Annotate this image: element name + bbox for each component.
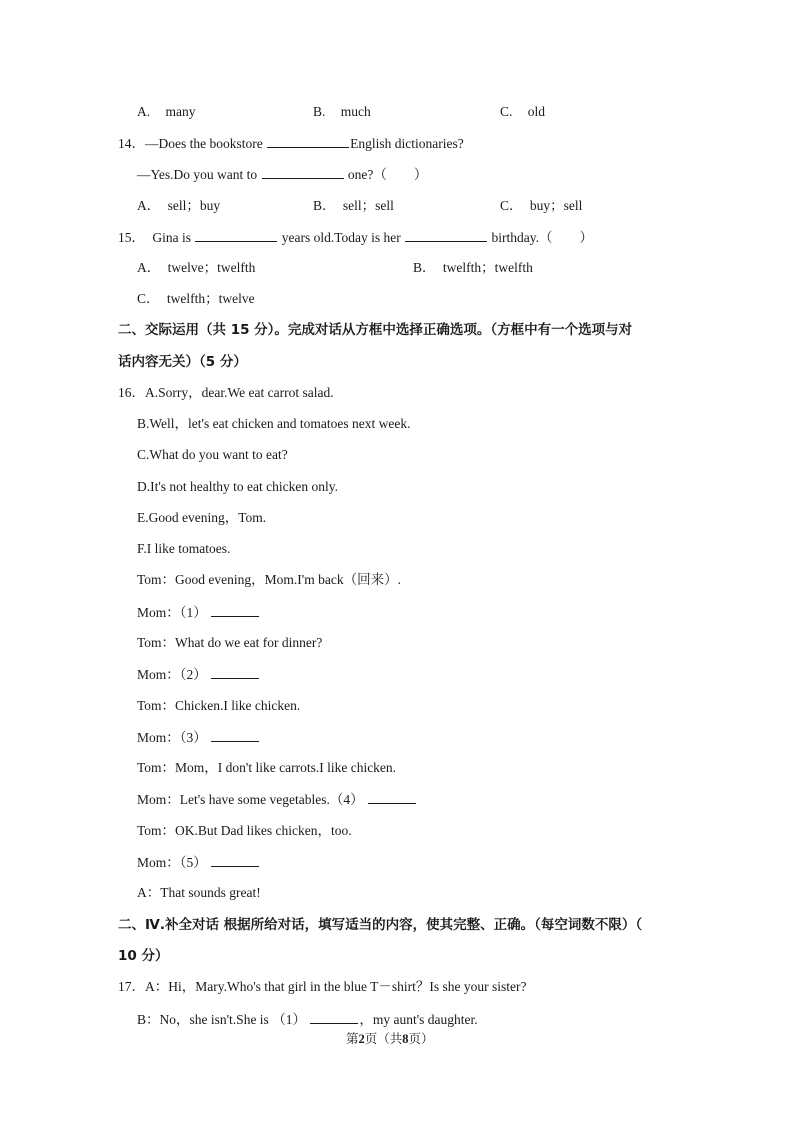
option-text: buy；sell [529,198,583,213]
option-text: sell；buy [167,198,221,213]
answer-blank[interactable] [405,228,487,242]
dialogue-text: Tom：Chicken.I like chicken. [137,698,301,713]
option-text: old [527,104,546,119]
section-heading-cont: 10 分） [118,948,169,964]
option-letter: B. [313,104,326,119]
q14-option-b [313,197,394,215]
section-heading-cont: 话内容无关）（5 分） [118,354,247,370]
q17-line2 [137,1010,478,1029]
answer-blank[interactable] [310,1010,358,1024]
q15-option-b [413,259,533,277]
answer-blank[interactable] [195,228,277,242]
option-text: twelfth；twelfth [442,260,533,275]
dialogue-line [137,822,352,840]
q13-option-b [313,103,371,121]
option-text: sell；sell [342,198,394,213]
answer-blank[interactable] [211,853,259,867]
choice-text: A.Sorry，dear.We eat carrot salad. [145,385,334,400]
dialogue-line [137,759,396,777]
q16-choice-d: D.It's not healthy to eat chicken only. [137,479,339,494]
dialogue-text: Mom：（2） [137,667,207,682]
option-text: many [165,104,196,119]
option-text: twelve；twelfth [167,260,256,275]
answer-blank[interactable] [211,665,259,679]
dialogue-text: A：Hi，Mary.Who's that girl in the blue T－shirt？Is she your sister? [145,979,527,994]
question-number: 15． [118,230,145,245]
dialogue-line [137,665,260,684]
option-letter: A． [137,198,161,213]
total-pages: 8 [402,1032,409,1046]
option-text: twelfth；twelve [166,291,255,306]
page-footer [346,1029,434,1047]
answer-blank[interactable] [267,134,349,148]
q16-choice-e: E.Good evening，Tom. [137,510,267,525]
dialogue-text: B：No，she isn't.She is （1） [137,1012,306,1027]
q14-line2 [137,165,427,184]
question-number: 16． [118,385,145,400]
dialogue-line [137,571,401,589]
option-letter: C. [500,104,513,119]
text: —Does the bookstore [145,136,263,151]
q13-option-a [137,103,196,121]
q15-option-c [137,290,255,308]
text: birthday.（ ） [491,230,594,245]
text: one?（ ） [347,167,428,182]
text: Gina is [152,230,191,245]
dialogue-text: Mom：（5） [137,855,207,870]
dialogue-line [137,697,300,715]
text: —Yes.Do you want to [137,167,258,182]
dialogue-text: Mom：（3） [137,730,207,745]
footer-text: 页） [408,1032,434,1046]
footer-text: 页（共 [364,1032,403,1046]
dialogue-line [137,634,322,652]
question-number: 14． [118,136,145,151]
option-letter: A. [137,104,151,119]
q15-line [118,228,593,247]
option-letter: B． [313,198,336,213]
q16-choice-b: B.Well，let's eat chicken and tomatoes next week. [137,416,411,431]
option-letter: B． [413,260,436,275]
option-text: much [340,104,371,119]
dialogue-text: A：That sounds great! [137,885,261,900]
dialogue-text: Mom：Let's have some vegetables.（4） [137,792,364,807]
text: years old.Today is her [281,230,401,245]
footer-text: 第 [346,1032,359,1046]
dialogue-text: Tom：Good evening，Mom.I'm back（回来）. [137,572,401,587]
answer-blank[interactable] [211,603,259,617]
q17-line1 [118,978,527,996]
dialogue-line [137,603,260,622]
q14-line1 [118,134,464,153]
dialogue-text: Mom：（1） [137,605,207,620]
q16-choice-a [118,384,334,402]
section-heading: 二、Ⅳ.补全对话 根据所给对话，填写适当的内容，使其完整、正确。（每空词数不限）（ [118,917,643,933]
answer-blank[interactable] [211,728,259,742]
q13-option-c [500,103,545,121]
q14-option-a [137,197,220,215]
answer-blank[interactable] [262,165,344,179]
dialogue-line [137,853,260,872]
dialogue-text: ，my aunt's daughter. [359,1012,478,1027]
q16-choice-f: F.I like tomatoes. [137,541,231,556]
answer-blank[interactable] [368,790,416,804]
dialogue-text: Tom：What do we eat for dinner? [137,635,323,650]
dialogue-text: Tom：OK.But Dad likes chicken，too. [137,823,352,838]
section-heading: 二、交际运用（共 15 分）。完成对话从方框中选择正确选项。（方框中有一个选项与对 [118,322,633,338]
dialogue-line [137,884,261,902]
dialogue-line [137,790,417,809]
dialogue-line [137,728,260,747]
dialogue-text: Tom：Mom，I don't like carrots.I like chicken. [137,760,397,775]
option-letter: A． [137,260,161,275]
q14-option-c [500,197,582,215]
text: English dictionaries? [350,136,464,151]
q15-option-a [137,259,255,277]
question-number: 17． [118,979,145,994]
q16-choice-c: C.What do you want to eat? [137,447,288,462]
option-letter: C． [500,198,523,213]
page-number: 2 [358,1032,365,1046]
option-letter: C． [137,291,160,306]
